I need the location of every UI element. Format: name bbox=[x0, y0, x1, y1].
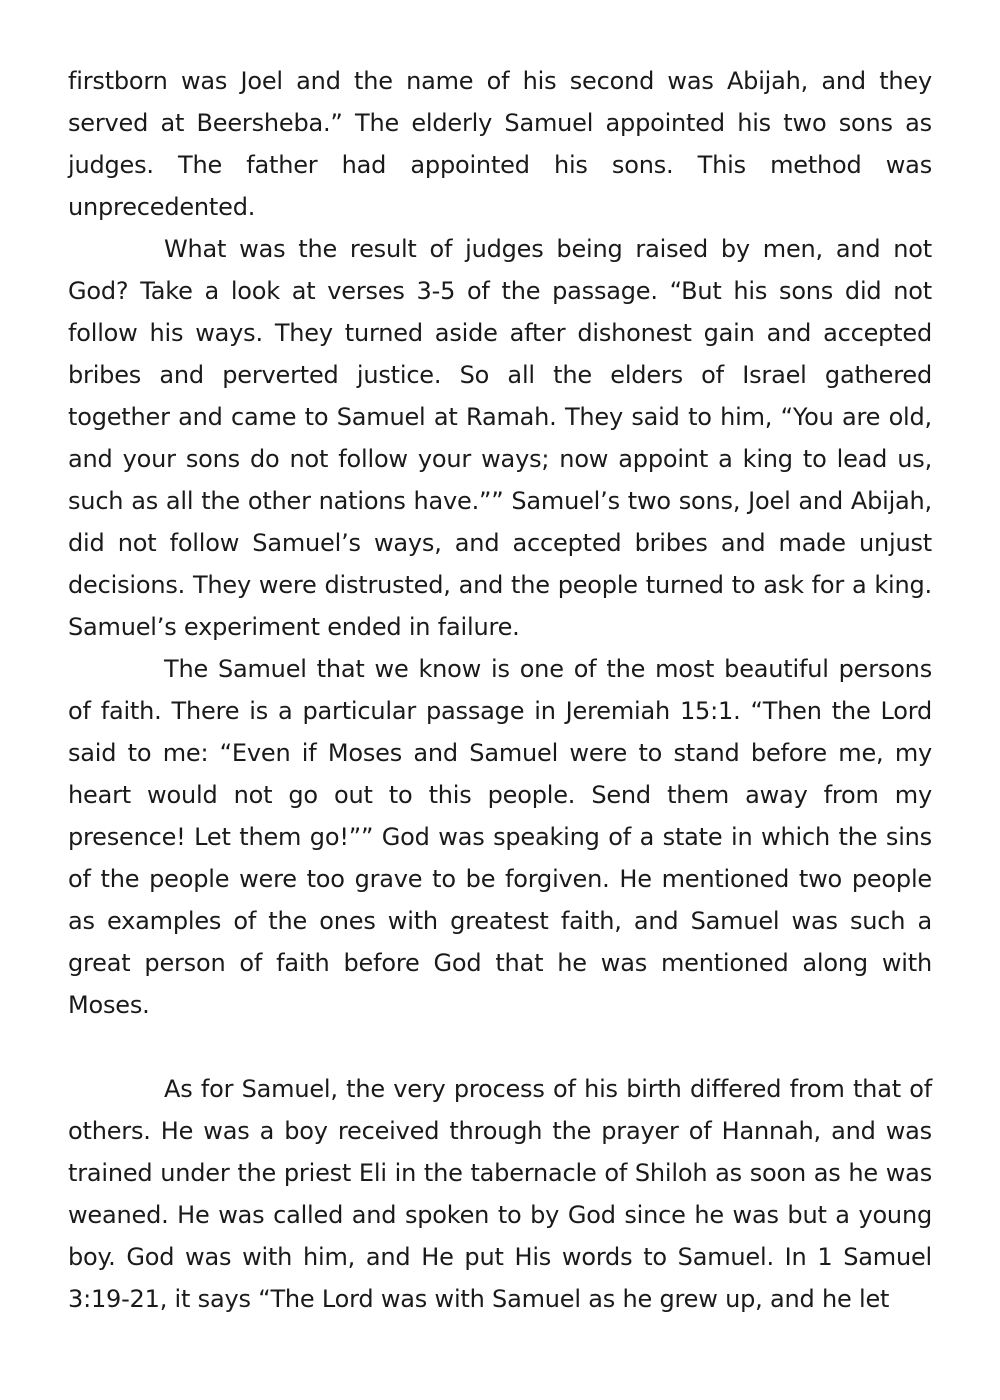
paragraph-2: What was the result of judges being raised by men, and not God? Take a look at verses 3-5 of the passage. “But his sons did not follow his ways. They turned aside after dishonest gain and accepted bribes and perverted justice. So all the elders of Israel gathered together and came to Samuel at Ramah. They said to him, “You are old, and your sons do not follow your ways; now appoint a king to lead us, such as all the other nations have.”” Samuel’s two sons, Joel and Abijah, did not follow Samuel’s ways, and accepted bribes and made unjust decisions. They were distrusted, and the people turned to ask for a king. Samuel’s experiment ended in failure. bbox=[68, 235, 932, 641]
paragraph-3: The Samuel that we know is one of the most beautiful persons of faith. There is a particular passage in Jeremiah 15:1. “Then the Lord said to me: “Even if Moses and Samuel were to stand before me, my heart would not go out to this people. Send them away from my presence! Let them go!”” God was speaking of a state in which the sins of the people were too grave to be forgiven. He mentioned two people as examples of the ones with greatest faith, and Samuel was such a great person of faith before God that he was mentioned along with Moses. bbox=[68, 655, 932, 1019]
document-body bbox=[68, 60, 932, 1320]
paragraph-1: firstborn was Joel and the name of his second was Abijah, and they served at Beersheba.” The elderly Samuel appointed his two sons as judges. The father had appointed his sons. This method was unprecedented. bbox=[68, 67, 932, 221]
paragraph-spacer bbox=[68, 1026, 932, 1068]
paragraph-4: As for Samuel, the very process of his birth differed from that of others. He was a boy received through the prayer of Hannah, and was trained under the priest Eli in the tabernacle of Shiloh as soon as he was weaned. He was called and spoken to by God since he was but a young boy. God was with him, and He put His words to Samuel. In 1 Samuel 3:19-21, it says “The Lord was with Samuel as he grew up, and he let bbox=[68, 1075, 932, 1313]
